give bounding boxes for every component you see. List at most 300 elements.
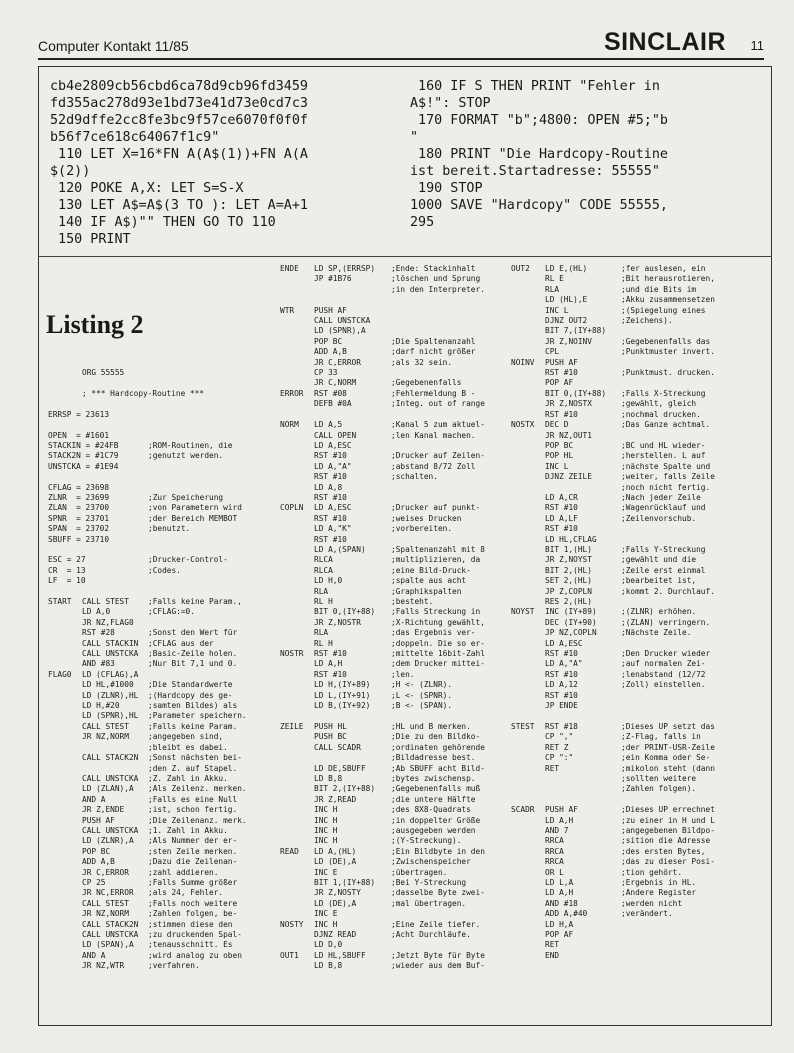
basic-line: 52d9dffe2cc8fe3bc9f57ce6070f0f0f [50, 113, 308, 128]
code-instruction: LD A,ESC [545, 638, 583, 648]
code-instruction: RLCA [314, 555, 333, 565]
code-comment: ;lenabstand (12/72 [621, 669, 706, 679]
code-comment: ;Eine Zeile tiefer. [391, 919, 481, 929]
code-line [511, 316, 769, 326]
code-comment: ;Falls keine Param. [148, 721, 238, 731]
code-instruction: CPL [545, 347, 560, 357]
code-instruction: LD (ZLAN),A [82, 784, 134, 794]
code-comment: ;Bit herausrotieren, [621, 274, 715, 284]
code-line [48, 659, 276, 669]
code-instruction: LD (SPAN),A [82, 940, 134, 950]
code-instruction: RST #10 [545, 368, 578, 378]
code-comment: ;vorbereiten. [391, 524, 453, 534]
code-comment: ;verändert. [621, 909, 673, 919]
code-instruction: JR Z,NOSTX [545, 399, 592, 409]
code-line [511, 587, 769, 597]
code-comment: ;(Hardcopy des ge- [148, 690, 233, 700]
code-comment: ;Dieses UP setzt das [621, 721, 715, 731]
code-comment: ;gewählt, gleich [621, 399, 697, 409]
code-comment: ;Akku zusammensetzen [621, 295, 715, 305]
code-line [48, 462, 276, 472]
code-instruction: RLA [314, 586, 329, 596]
code-instruction: DEFB #0A [314, 399, 352, 409]
code-line [48, 940, 276, 950]
code-line [48, 961, 276, 971]
code-line [48, 909, 276, 919]
code-line [280, 951, 508, 961]
code-instruction: RRCA [545, 857, 564, 867]
code-comment: ;Drucker auf punkt- [391, 503, 481, 513]
code-line [48, 472, 276, 482]
code-line [511, 899, 769, 909]
code-comment: ;sition die Adresse [621, 836, 711, 846]
code-line [48, 816, 276, 826]
code-line [511, 389, 769, 399]
code-comment: ;Falls es eine Null [148, 794, 238, 804]
code-line [511, 732, 769, 742]
code-comment: ;ausgegeben werden [391, 825, 476, 835]
code-comment: ;Bei Y-Streckung [391, 877, 467, 887]
code-comment: ;Integ. out of range [391, 399, 485, 409]
code-line [48, 597, 276, 607]
basic-line: A$!": STOP [410, 96, 491, 111]
code-line [48, 722, 276, 732]
code-comment: ;und die Bits im [621, 284, 697, 294]
code-instruction: CALL STEST [82, 721, 129, 731]
code-line [280, 805, 508, 815]
code-instruction: INC H [314, 805, 338, 815]
code-instruction: PUSH AF [545, 805, 578, 815]
code-line [48, 836, 276, 846]
code-line [280, 878, 508, 888]
code-instruction: LD DE,SBUFF [314, 763, 366, 773]
code-line [511, 399, 769, 409]
code-instruction: INC H [314, 815, 338, 825]
code-line [511, 493, 769, 503]
code-instruction: LD (ZLNR),A [82, 836, 134, 846]
code-line [48, 566, 276, 576]
code-instruction: JR NZ,OUT1 [545, 430, 592, 440]
code-instruction: RL E [545, 274, 564, 284]
code-line [511, 555, 769, 565]
code-line [280, 410, 508, 420]
code-instruction: INC H [314, 825, 338, 835]
code-comment: ;Ein Bildbyte in den [391, 846, 485, 856]
code-line [48, 316, 276, 326]
code-comment: ;Wagenrücklauf und [621, 503, 706, 513]
code-instruction: BIT 0,(IY+88) [545, 388, 607, 398]
code-instruction: JR Z,NOSTR [314, 617, 361, 627]
code-comment: ;bytes zwischensp. [391, 773, 476, 783]
code-comment: ;1. Zahl in Akku. [148, 825, 228, 835]
code-comment: ;Dazu die Zeilenan- [148, 857, 238, 867]
code-line [48, 555, 276, 565]
code-instruction: LD H,(IY+89) [314, 680, 371, 690]
code-line [280, 483, 508, 493]
code-comment: ;Fehlermeldung B - [391, 388, 476, 398]
code-line [511, 503, 769, 513]
code-comment: ;CFLAG:=0. [148, 607, 195, 617]
code-instruction: LD H,#20 [82, 701, 120, 711]
code-instruction: ADD A,B [82, 857, 115, 867]
code-line [511, 722, 769, 732]
code-comment: ;Falls Streckung in [391, 607, 481, 617]
code-line [511, 920, 769, 930]
code-line [280, 597, 508, 607]
code-line [48, 483, 276, 493]
code-instruction: CALL STEST [82, 597, 129, 606]
code-line [48, 514, 276, 524]
code-comment: ;(Spiegelung eines [621, 305, 706, 315]
section-brand: SINCLAIR [603, 28, 726, 56]
code-comment: ;nochmal drucken. [621, 409, 701, 419]
code-line [280, 389, 508, 399]
code-instruction: RET [545, 763, 560, 773]
code-line [511, 639, 769, 649]
code-instruction: RRCA [545, 836, 564, 846]
code-line [280, 274, 508, 284]
code-instruction: LD A,12 [545, 680, 578, 690]
code-instruction: CALL OPEN [314, 430, 357, 440]
code-line [511, 805, 769, 815]
code-instruction: PUSH AF [82, 815, 115, 825]
code-instruction: RST #10 [314, 649, 347, 659]
code-comment: ;verfahren. [148, 961, 200, 971]
code-label: STACK2N = #1C79 [48, 451, 119, 461]
code-comment: ;(ZLAN) verringern. [621, 617, 711, 627]
code-instruction: BIT 1,(IY+88) [314, 877, 376, 887]
code-instruction: RLA [545, 284, 560, 294]
code-instruction: JR Z,NOINV [545, 336, 592, 346]
code-instruction: RST #18 [545, 721, 578, 731]
code-label: ERRSP = 23613 [48, 409, 110, 419]
code-instruction: OR L [545, 867, 564, 877]
code-label: ERROR [280, 388, 304, 398]
code-label: FLAG0 [48, 669, 72, 679]
code-line [48, 524, 276, 534]
basic-line: ist bereit.Startadresse: 55555" [410, 164, 660, 179]
code-line [511, 285, 769, 295]
code-line [48, 295, 276, 305]
code-line [511, 753, 769, 763]
code-line [511, 545, 769, 555]
code-instruction: ADD A,#40 [545, 909, 588, 919]
code-comment: ;Zwischenspeicher [391, 857, 471, 867]
code-instruction: DJNZ OUT2 [545, 316, 588, 326]
code-instruction: LD (SPNR),HL [82, 711, 139, 721]
code-instruction: LD H,0 [314, 576, 343, 586]
code-line [280, 940, 508, 950]
code-line [511, 847, 769, 857]
code-comment: ;gewählt und die [621, 555, 697, 565]
code-instruction: RST #10 [545, 503, 578, 513]
code-line [280, 524, 508, 534]
code-instruction: LD A,H [545, 815, 574, 825]
code-line [280, 316, 508, 326]
code-line [48, 628, 276, 638]
code-comment: ;Gegebenenfalls das [621, 336, 711, 346]
code-instruction: POP BC [545, 440, 574, 450]
code-line [280, 420, 508, 430]
basic-line: 295 [410, 215, 435, 230]
code-instruction: JR Z,ENDE [82, 805, 125, 815]
assembly-column-2 [280, 264, 508, 972]
code-instruction: RST #10 [545, 409, 578, 419]
code-line [511, 368, 769, 378]
code-comment: ;Falls X-Streckung [621, 388, 706, 398]
code-instruction: RLA [314, 628, 329, 638]
code-instruction: POP BC [82, 846, 111, 856]
basic-line: 190 STOP [410, 181, 483, 196]
code-label: LF = 10 [48, 576, 86, 586]
code-line [48, 378, 276, 388]
code-line [48, 649, 276, 659]
code-label: NOYST [511, 607, 535, 617]
code-instruction: RST #10 [314, 451, 347, 461]
code-comment: ;wieder aus dem Buf- [391, 961, 485, 971]
code-line [511, 764, 769, 774]
code-line [511, 951, 769, 961]
code-instruction: CALL SCADR [314, 742, 361, 752]
code-label: NOSTR [280, 649, 304, 659]
basic-line: 150 PRINT [50, 232, 131, 247]
code-comment: ;noch nicht fertig. [621, 482, 711, 492]
code-line [280, 295, 508, 305]
code-line [48, 587, 276, 597]
code-label: START [48, 597, 72, 606]
code-comment: ;schalten. [391, 472, 438, 482]
code-comment: ;von Parametern wird [148, 503, 242, 513]
code-instruction: RST #10 [314, 669, 347, 679]
code-line [280, 659, 508, 669]
code-comment: ;stimmen diese den [148, 919, 233, 929]
code-line [511, 878, 769, 888]
code-label: ESC = 27 [48, 555, 86, 565]
code-line [511, 743, 769, 753]
code-line [511, 774, 769, 784]
basic-line: 170 FORMAT "b";4800: OPEN #5;"b [410, 113, 668, 128]
code-line [48, 784, 276, 794]
code-line [511, 680, 769, 690]
assembly-column-3 [511, 264, 769, 961]
code-comment: ;X-Richtung gewählt, [391, 617, 485, 627]
assembly-column-1 [48, 264, 276, 972]
code-line [511, 535, 769, 545]
code-line [280, 743, 508, 753]
code-instruction: CALL UNSTCKA [82, 649, 139, 659]
code-instruction: LD A,"K" [314, 524, 352, 534]
code-instruction: DJNZ ZEILE [545, 472, 592, 482]
code-line [48, 753, 276, 763]
code-line [511, 628, 769, 638]
code-line [511, 514, 769, 524]
code-comment: ;len. [391, 669, 415, 679]
code-label: SBUFF = 23710 [48, 534, 110, 544]
code-label: STEST [511, 721, 535, 731]
code-comment: ;angegeben sind, [148, 732, 224, 742]
code-comment: ;als 32 sein. [391, 357, 453, 367]
code-line [280, 306, 508, 316]
code-instruction: CALL STACK2N [82, 919, 139, 929]
code-label: SPAN = 23702 [48, 524, 110, 534]
code-line [48, 774, 276, 784]
code-instruction: CALL STACK2N [82, 753, 139, 763]
code-line [280, 868, 508, 878]
code-line [48, 503, 276, 513]
code-line [280, 566, 508, 576]
code-line [48, 680, 276, 690]
code-line [48, 545, 276, 555]
code-comment: ;Z. Zahl in Akku. [148, 773, 228, 783]
code-line [280, 680, 508, 690]
code-label: OUT2 [511, 264, 530, 273]
code-line [280, 784, 508, 794]
code-comment: ;Zeile erst einmal [621, 565, 706, 575]
code-instruction: RST #10 [545, 524, 578, 534]
code-instruction: LD L,(IY+91) [314, 690, 371, 700]
code-line [280, 774, 508, 784]
code-line [48, 285, 276, 295]
code-instruction: LD A,(HL) [314, 846, 357, 856]
code-comment: ;eine Bild-Druck- [391, 565, 471, 575]
code-line [48, 639, 276, 649]
code-instruction: RST #10 [314, 534, 347, 544]
code-line [48, 701, 276, 711]
code-comment: ;übertragen. [391, 867, 448, 877]
code-instruction: DEC D [545, 420, 569, 430]
code-line [48, 576, 276, 586]
basic-line: 140 IF A$)"" THEN GO TO 110 [50, 215, 276, 230]
code-line [48, 389, 276, 399]
code-line [511, 347, 769, 357]
code-comment: ;Graphikspalten [391, 586, 462, 596]
code-line [511, 378, 769, 388]
code-line [280, 857, 508, 867]
code-comment: ;dasselbe Byte zwei- [391, 888, 485, 898]
code-line [280, 816, 508, 826]
code-instruction: RST #10 [545, 669, 578, 679]
code-line [511, 358, 769, 368]
code-line [511, 274, 769, 284]
code-label: CR = 13 [48, 565, 86, 575]
code-line [511, 649, 769, 659]
code-comment: ;Punktmuster invert. [621, 347, 715, 357]
code-comment: ;zahl addieren. [148, 867, 219, 877]
code-line [48, 764, 276, 774]
code-instruction: LD B,8 [314, 961, 343, 971]
code-instruction: LD A,"A" [545, 659, 583, 669]
code-line [511, 431, 769, 441]
code-comment: ;Ab SBUFF acht Bild- [391, 763, 485, 773]
code-instruction: INC L [545, 461, 569, 471]
code-line [48, 337, 276, 347]
code-comment: ;Andere Register [621, 888, 697, 898]
code-line [280, 576, 508, 586]
page-header [38, 0, 764, 60]
code-line [511, 888, 769, 898]
code-comment: ;Den Drucker wieder [621, 649, 711, 659]
header-rule [38, 58, 764, 60]
code-label: NOINV [511, 357, 535, 367]
code-instruction: AND 7 [545, 825, 569, 835]
code-comment: ;Dieses UP errechnet [621, 805, 715, 815]
code-instruction: JR C,NORM [314, 378, 357, 388]
code-comment: ;tion gehört. [621, 867, 683, 877]
code-comment: ;H <- (ZLNR). [391, 680, 453, 690]
code-comment: ;Sonst den Wert für [148, 628, 238, 638]
code-instruction: CP 25 [82, 877, 106, 887]
code-comment: ;des 8X8-Quadrats [391, 805, 471, 815]
code-comment: ;Punktmust. drucken. [621, 368, 715, 378]
basic-line: 160 IF S THEN PRINT "Fehler in [410, 79, 660, 94]
code-label: SCADR [511, 805, 535, 815]
code-comment: ;der Bereich MEMBOT [148, 513, 238, 523]
code-line [48, 920, 276, 930]
code-line [280, 451, 508, 461]
code-line [511, 524, 769, 534]
code-instruction: LD A,H [314, 659, 343, 669]
code-comment: ;darf nicht größer [391, 347, 476, 357]
code-comment: ;weiter, falls Zeile [621, 472, 715, 482]
code-instruction: RST #08 [314, 388, 347, 398]
code-instruction: JP ENDE [545, 701, 578, 711]
code-comment: ;herstellen. L auf [621, 451, 706, 461]
code-instruction: RST #10 [314, 472, 347, 482]
code-instruction: AND A [82, 794, 106, 804]
code-comment: ;Kanal 5 zum aktuel- [391, 420, 485, 430]
code-comment: ;Gegebenenfalls muß [391, 784, 481, 794]
code-instruction: RES 2,(HL) [545, 597, 592, 606]
basic-line: fd355ac278d93e1bd73e41d73e0cd7c3 [50, 96, 308, 111]
code-comment: ;in den Interpreter. [391, 284, 485, 294]
code-comment: ;BC und HL wieder- [621, 440, 706, 450]
code-instruction: BIT 7,(IY+88) [545, 326, 607, 336]
code-instruction: RL H [314, 597, 333, 606]
code-label: CFLAG = 23698 [48, 482, 110, 492]
code-line [280, 639, 508, 649]
code-instruction: INC (IY+89) [545, 607, 597, 617]
code-line [280, 628, 508, 638]
code-line [280, 431, 508, 441]
code-instruction: RST #10 [314, 513, 347, 523]
code-instruction: PUSH AF [545, 357, 578, 367]
code-comment: ;mikolon steht (dann [621, 763, 715, 773]
code-instruction: JR C,ERROR [82, 867, 129, 877]
code-line [48, 857, 276, 867]
code-comment: ;Zeichens). [621, 316, 673, 326]
code-line [280, 701, 508, 711]
code-instruction: JR NZ,NORM [82, 909, 129, 919]
code-instruction: LD (DE),A [314, 857, 357, 867]
code-comment: ;der PRINT-USR-Zeile [621, 742, 715, 752]
code-comment: ;das zu dieser Posi- [621, 857, 715, 867]
code-comment: ;des ersten Bytes, [621, 846, 706, 856]
basic-line: cb4e2809cb56cbd6ca78d9cb96fd3459 [50, 79, 308, 94]
code-instruction: LD (HL),E [545, 295, 588, 305]
code-comment: ;fer auslesen, ein [621, 264, 706, 273]
code-line [511, 909, 769, 919]
code-line [511, 659, 769, 669]
code-comment: ;sollten weitere [621, 773, 697, 783]
code-line [48, 326, 276, 336]
code-comment: ;Jetzt Byte für Byte [391, 950, 485, 960]
code-line [48, 607, 276, 617]
code-comment: ;nächste Spalte und [621, 461, 711, 471]
basic-line: b56f7ce618c64067f1c9" [50, 130, 220, 145]
code-line [511, 472, 769, 482]
code-instruction: AND #83 [82, 659, 115, 669]
code-comment: ;ein Komma oder Se- [621, 753, 711, 763]
